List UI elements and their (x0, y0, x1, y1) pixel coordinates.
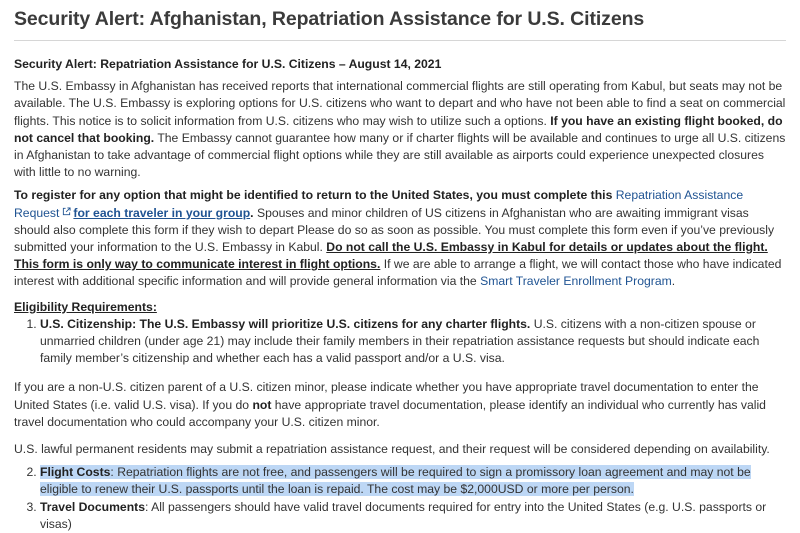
do-not-call-notice: Do not call the U.S. Embassy in Kabul for details or updates about the flight. This form is only way to communicate interest in flight options. (14, 240, 768, 272)
citizenship-text: U.S. citizens with a non-citizen spouse or unmarried children (under age 21) may include their family members in their repatriation assistance requests but should indicate each family member’s citizenship and whether each has a valid passport and/or a U.S. visa. (40, 316, 760, 366)
register-paragraph (14, 187, 786, 290)
register-text-d: If we are able to arrange a flight, we will contact those who have indicated interest with additional specific information and will provide general information via the (14, 257, 782, 289)
register-bold-period: . (250, 205, 254, 220)
register-text-b: Spouses and minor children of US citizens in Afghanistan who are awaiting immigrant visas should also complete this form if they wish to depart Please do so as soon as possible. You must complete this form even if you’ve previously submitted your information to the U.S. Embassy in Kabul. (14, 205, 775, 255)
flight-costs-label: Flight Costs (40, 465, 111, 480)
intro-text-a: The U.S. Embassy in Afghanistan has received reports that international commercial flights are still operating from Kabul, but seats may not be available. The U.S. Embassy is exploring options for U.S. citizens who want to depart and who have not been able to find a seat on commercial flights. This notice is to solicit information from U.S. citizens who may wish to utilize such a options. (14, 79, 786, 128)
intro-bold-booking: If you have an existing flight booked, do not cancel that booking. (14, 113, 783, 145)
list-item-citizenship (40, 316, 786, 368)
travel-documents-text: : All passengers should have valid travel documents required for entry into the United States (e.g. U.S. passports or visas) (40, 499, 767, 531)
eligibility-heading: Eligibility Requirements: (14, 299, 157, 314)
alert-subheading: Security Alert: Repatriation Assistance for U.S. Citizens – August 14, 2021 (14, 57, 442, 71)
repatriation-request-link[interactable]: Repatriation Assistance Request (14, 188, 744, 220)
parent-bold-not: not (252, 397, 272, 412)
page-title: Security Alert: Afghanistan, Repatriation Assistance for U.S. Citizens (14, 8, 645, 30)
title-divider (14, 40, 786, 41)
citizenship-label: U.S. Citizenship: (40, 316, 137, 331)
intro-text-c: The Embassy cannot guarantee how many or if charter flights will be available and continues to urge all U.S. citizens in Afghanistan to take advantage of commercial flight options while they are still available as airports could experience unexpected closures with little to no warning. (14, 130, 786, 180)
register-text-e: . (671, 274, 676, 289)
travel-documents-label: Travel Documents (40, 499, 145, 514)
parent-paragraph (14, 379, 786, 431)
intro-paragraph (14, 78, 786, 181)
eligibility-list (14, 316, 786, 368)
smart-traveler-link[interactable]: Smart Traveler Enrollment Program (480, 274, 672, 289)
list-item-travel-documents (40, 499, 786, 533)
parent-text-b: have appropriate travel documentation, please identify an individual who currently has valid travel documentation who could accompany your U.S. citizen minor. (14, 397, 766, 429)
external-link-icon[interactable] (62, 207, 71, 216)
eligibility-list-continued (14, 464, 786, 533)
flight-costs-text: : Repatriation flights are not free, and passengers will be required to sign a promissory loan agreement and may not be eligible to renew their U.S. passports until the loan is repaid. The cost may be $2,000USD or more per person. (40, 465, 751, 497)
register-bold-text: To register for any option that might be identified to return to the United States, you must complete this (14, 188, 616, 203)
flight-costs-highlight (40, 465, 751, 496)
list-item-flight-costs (40, 464, 786, 498)
each-traveler-link[interactable]: for each traveler in your group (73, 205, 251, 220)
citizenship-priority: The U.S. Embassy will prioritize U.S. citizens for any charter flights. (136, 316, 531, 331)
parent-text-a: If you are a non-U.S. citizen parent of a U.S. citizen minor, please indicate whether you have appropriate travel documentation to enter the United States (i.e. valid U.S. visa). If you do (14, 380, 759, 412)
lpr-paragraph: U.S. lawful permanent residents may submit a repatriation assistance request, and their request will be considered depending on availability. (14, 442, 770, 457)
